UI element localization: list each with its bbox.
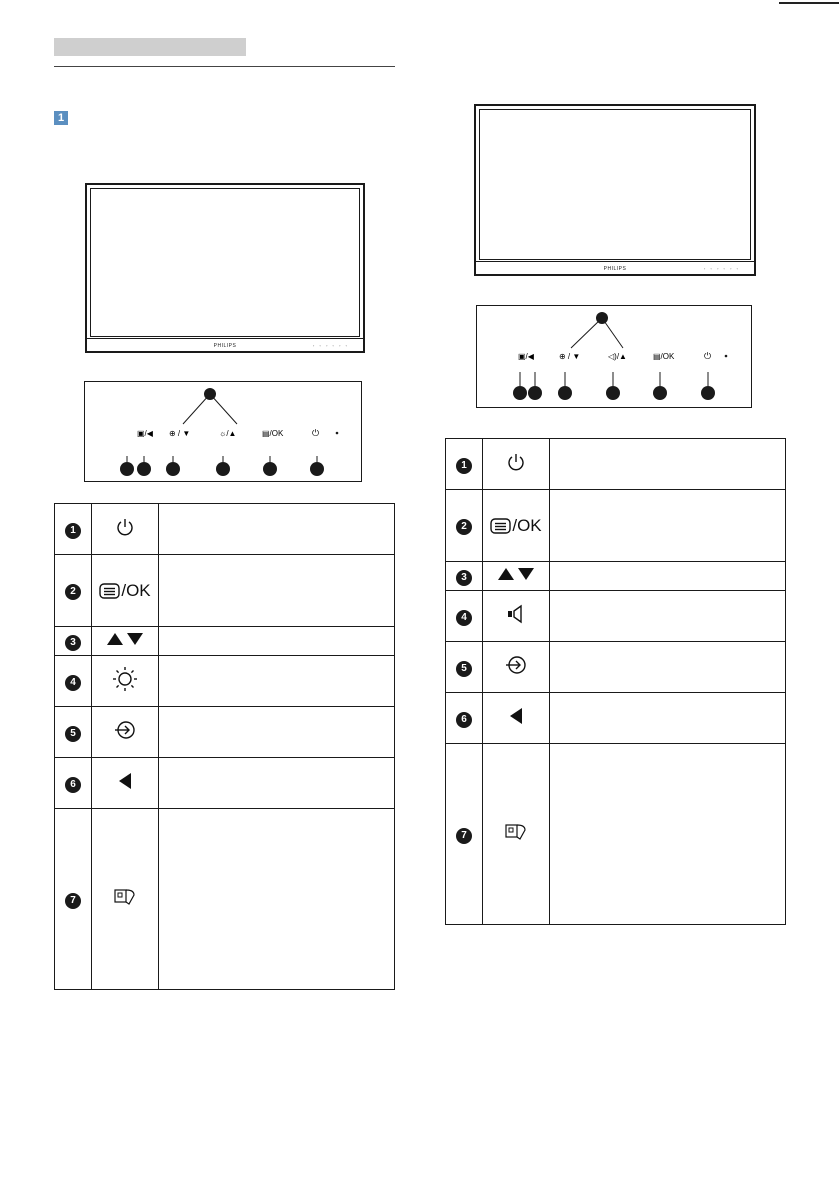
input-icon <box>114 719 136 741</box>
left-arrow-icon <box>508 707 524 725</box>
step-badge: 1 <box>54 111 68 125</box>
callout-2 <box>653 386 667 400</box>
callout-7 <box>120 462 134 476</box>
row-number: 3 <box>456 570 472 586</box>
speaker-icon <box>505 603 527 625</box>
table-row <box>446 490 786 562</box>
left-arrow-icon <box>117 772 133 790</box>
input-icon <box>505 654 527 676</box>
row-number: 1 <box>456 458 472 474</box>
table-row <box>55 656 395 707</box>
smartimage-icon <box>113 887 137 907</box>
row-description <box>159 504 395 555</box>
callout-6 <box>528 386 542 400</box>
row-number: 2 <box>65 584 81 600</box>
label-power: ⏻ <box>704 352 712 362</box>
row-description <box>159 809 395 990</box>
callout-7 <box>513 386 527 400</box>
table-row <box>446 562 786 591</box>
table-row <box>55 707 395 758</box>
callout-2 <box>263 462 277 476</box>
row-number: 4 <box>456 610 472 626</box>
row-number: 2 <box>456 519 472 535</box>
callout-4 <box>606 386 620 400</box>
row-number: 3 <box>65 635 81 651</box>
row-number: 6 <box>65 777 81 793</box>
button-table-right <box>445 438 786 925</box>
up-down-arrows-icon <box>496 566 536 582</box>
row-description <box>159 627 395 656</box>
label-input-down: ⊕ / ▼ <box>559 352 581 361</box>
section-divider <box>54 66 395 67</box>
table-row <box>446 439 786 490</box>
row-number: 7 <box>65 893 81 909</box>
brand-logo: PHILIPS <box>213 343 237 349</box>
brightness-icon <box>112 666 138 692</box>
row-number: 1 <box>65 523 81 539</box>
table-row <box>55 555 395 627</box>
monitor-screen <box>479 109 751 260</box>
label-input-down: ⊕ / ▼ <box>169 429 191 438</box>
callout-4 <box>216 462 230 476</box>
callout-1 <box>310 462 324 476</box>
button-panel-diagram <box>85 382 363 483</box>
button-panel-left <box>84 381 362 482</box>
power-led <box>336 432 339 435</box>
table-row <box>55 758 395 809</box>
monitor-illustration-right <box>474 104 756 276</box>
callout-5 <box>166 462 180 476</box>
row-description <box>550 562 786 591</box>
row-description <box>159 758 395 809</box>
row-number: 6 <box>456 712 472 728</box>
table-row <box>446 642 786 693</box>
table-row <box>446 693 786 744</box>
power-icon <box>115 517 135 537</box>
monitor-illustration-left <box>85 183 365 353</box>
table-row <box>55 627 395 656</box>
label-menu-ok: ▤/OK <box>262 429 284 438</box>
button-panel-diagram <box>477 306 753 409</box>
section-header-bar <box>54 38 246 56</box>
row-description <box>159 707 395 758</box>
table-row <box>55 504 395 555</box>
row-description <box>550 439 786 490</box>
monitor-screen <box>90 188 360 337</box>
power-icon <box>506 452 526 472</box>
table-row <box>446 744 786 925</box>
row-number: 5 <box>456 661 472 677</box>
row-description <box>550 642 786 693</box>
button-panel-right <box>476 305 752 408</box>
menu-icon <box>99 582 121 600</box>
row-description <box>159 555 395 627</box>
table-row <box>446 591 786 642</box>
power-led <box>725 355 728 358</box>
table-row <box>55 809 395 990</box>
row-description <box>159 656 395 707</box>
callout-1 <box>701 386 715 400</box>
label-smartimage-left: ▣/◀ <box>137 429 153 438</box>
ok-label: /OK <box>121 580 151 600</box>
label-volume-up: ◁)/▲ <box>608 352 627 361</box>
ok-label: /OK <box>512 515 542 535</box>
row-description <box>550 490 786 562</box>
menu-icon <box>490 517 512 535</box>
up-down-arrows-icon <box>105 631 145 647</box>
monitor-buttons: ◦ ◦ ◦ ◦ ◦ ◦ <box>703 266 740 271</box>
row-number: 5 <box>65 726 81 742</box>
smartimage-icon <box>504 822 528 842</box>
callout-5 <box>558 386 572 400</box>
label-smartimage-left: ▣/◀ <box>518 352 534 361</box>
monitor-buttons: ◦ ◦ ◦ ◦ ◦ ◦ <box>312 343 349 348</box>
row-description <box>550 744 786 925</box>
label-power: ⏻ <box>312 429 320 439</box>
page-top-rule <box>779 2 839 4</box>
row-description <box>550 591 786 642</box>
row-description <box>550 693 786 744</box>
row-number: 7 <box>456 828 472 844</box>
callout-6 <box>137 462 151 476</box>
brand-logo: PHILIPS <box>603 266 627 272</box>
label-brightness-up: ☼/▲ <box>219 429 237 438</box>
button-table-left <box>54 503 395 990</box>
label-menu-ok: ▤/OK <box>653 352 675 361</box>
row-number: 4 <box>65 675 81 691</box>
